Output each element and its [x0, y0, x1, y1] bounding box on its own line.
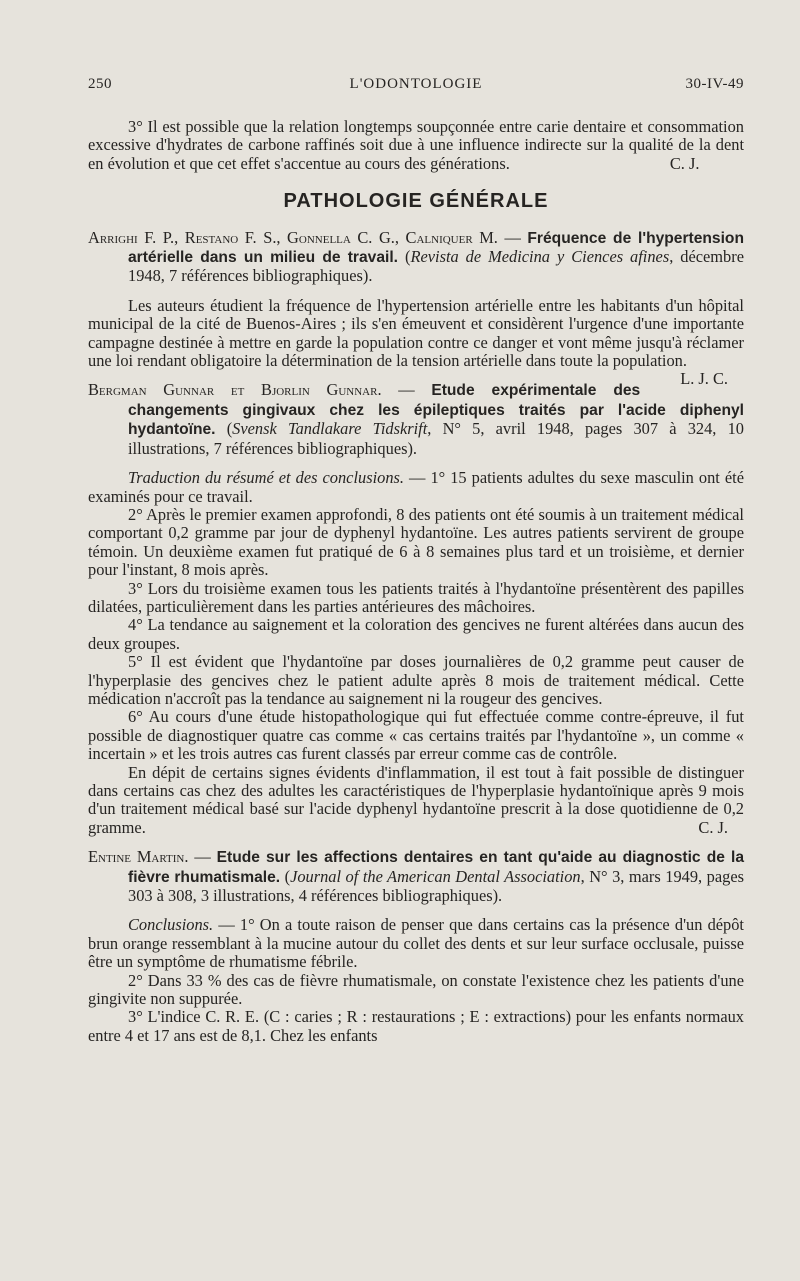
article-title: Etude sur les affections dentaires en tant qu'aide au diagnostic de la fièvre rhumatismale. — [128, 849, 744, 886]
abstract-paragraph: 3° Lors du troisième examen tous les patients traités à l'hydantoïne présentèrent des papilles dilatées, particulièrement dans les parties antérieures des mâchoires. — [88, 578, 744, 616]
lead-label: Conclusions. — [128, 915, 214, 935]
ref-open: ( — [215, 419, 233, 439]
body-text: En dépit de certains signes évidents d'inflammation, il est tout à fait possible de distinguer dans certains cas chez des adultes les caractéristiques de l'hyperplasie hydantoïnique après 9 mois d'un traitement médical basé sur l'acide dyphenyl hydantoïne prescrit à la dose quotidienne de 0,2 gramme. — [88, 762, 744, 837]
ref-open: ( — [280, 866, 291, 886]
authors: Entine Martin. — [88, 847, 189, 867]
article-title: Etude expérimentale des changements gingivaux chez les épileptiques traités par l'acide diphenyl hydantoïne. — [128, 382, 744, 439]
abstract-paragraph: 5° Il est évident que l'hydantoïne par doses journalières de 0,2 gramme peut causer de l'hyperplasie des gencives chez le patient adulte après 8 mois de traitement médical. Cette médication n'accroît pas la tendance au saignement ni la rougeur des gencives. — [88, 652, 744, 708]
page-number: 250 — [88, 76, 112, 92]
abstract-citation — [88, 229, 744, 286]
abstract-citation — [88, 381, 744, 458]
authors: Bergman Gunnar et Bjorlin Gunnar. — [88, 380, 382, 400]
intro-paragraph — [88, 118, 744, 173]
journal-name: Revista de Medicina y Ciences afines — [410, 247, 670, 267]
reference-details: , décembre 1948, 7 références bibliographiques). — [128, 247, 744, 286]
running-header — [88, 76, 744, 98]
abstract-paragraph: 2° Dans 33 % des cas de fièvre rhumatismale, on constate l'existence chez les patients d'une gingivite non suppurée. — [88, 970, 744, 1009]
lead-text: — 1° 15 patients adultes du sexe masculin ont été examinés pour ce travail. — [88, 468, 744, 506]
abstract-citation — [88, 848, 744, 905]
signature: L. J. C. — [680, 369, 728, 389]
abstract-paragraph — [88, 764, 744, 838]
journal-name: Svensk Tandlakare Tidskrift — [232, 419, 428, 439]
abstract-paragraph: 2° Après le premier examen approfondi, 8 des patients ont été soumis à un traitement médical comportant 0,2 gramme par jour de dyphenyl hydantoïne. Les autres patients servirent de groupe témoin. Un deuxième examen fut pratiqué de 6 à 8 semaines plus tard et un troisième, et dernier pour l'instant, 8 mois après. — [88, 504, 744, 580]
lead-label: Traduction du résumé et des conclusions. — [128, 468, 404, 488]
journal-title: L'ODONTOLOGIE — [349, 76, 483, 92]
abstract-paragraph: 4° La tendance au saignement et la coloration des gencives ne furent altérées dans aucun des deux groupes. — [88, 615, 744, 653]
lead-text: — 1° On a toute raison de penser que dans certains cas la présence d'un dépôt brun orange ressemblant à la mucine autour du collet des dents et sur leur surface occlusale, puisse être un symptôme de rhumatisme fébrile. — [88, 915, 744, 972]
dash: — — [497, 227, 528, 247]
article-title: Fréquence de l'hypertension artérielle dans un milieu de travail. — [128, 229, 744, 267]
ref-open: ( — [398, 247, 411, 267]
section-title: PATHOLOGIE GÉNÉRALE — [283, 190, 549, 213]
reference-details: , N° 3, mars 1949, pages 303 à 308, 3 illustrations, 4 références bibliographiques). — [128, 866, 744, 906]
journal-name: Journal of the American Dental Association — [290, 866, 581, 886]
body-text: Les auteurs étudient la fréquence de l'hypertension artérielle entre les habitants d'un hôpital municipal de la cité de Buenos-Aires ; ils s'en émeuvent et considèrent l'urgence d'une importante campagne destinée à mettre en garde la population contre ce danger et vont même jusqu'à réclamer une loi rendant obligatoire la détermination de la tension artérielle dans toute la population. — [88, 295, 744, 371]
abstract-paragraph: 3° L'indice C. R. E. (C : caries ; R : restaurations ; E : extractions) pour les enfants normaux entre 4 et 17 ans est de 8,1. Chez les enfants — [88, 1007, 744, 1045]
dash: — — [381, 380, 432, 400]
abstract-lead — [88, 469, 744, 506]
dash: — — [188, 847, 217, 867]
signature: C. J. — [669, 153, 700, 173]
authors: Arrighi F. P., Restano F. S., Gonnella C. G., Calniquer M. — [88, 227, 498, 247]
intro-text: 3° Il est possible que la relation longtemps soupçonnée entre carie dentaire et consommation excessive d'hydrates de carbone raffinés soit due à une influence indirecte sur la qualité de la dent en évolution et que cet effet s'accentue au cours des générations. — [88, 117, 744, 173]
abstract-paragraph: 6° Au cours d'une étude histopathologique qui fut effectuée comme contre-épreuve, il fut possible de diagnostiquer quatre cas comme « cas certains traités par l'hydantoïne », un comme « incertain » et les trois autres cas furent classés par erreur comme cas de contrôle. — [88, 707, 744, 764]
abstract-body — [88, 295, 744, 389]
signature: C. J. — [698, 817, 728, 837]
issue-date: 30-IV-49 — [685, 76, 744, 92]
reference-details: , N° 5, avril 1948, pages 307 à 324, 10 illustrations, 7 références bibliographiques). — [128, 419, 744, 458]
abstract-lead — [88, 916, 744, 971]
page-body — [88, 118, 744, 1045]
